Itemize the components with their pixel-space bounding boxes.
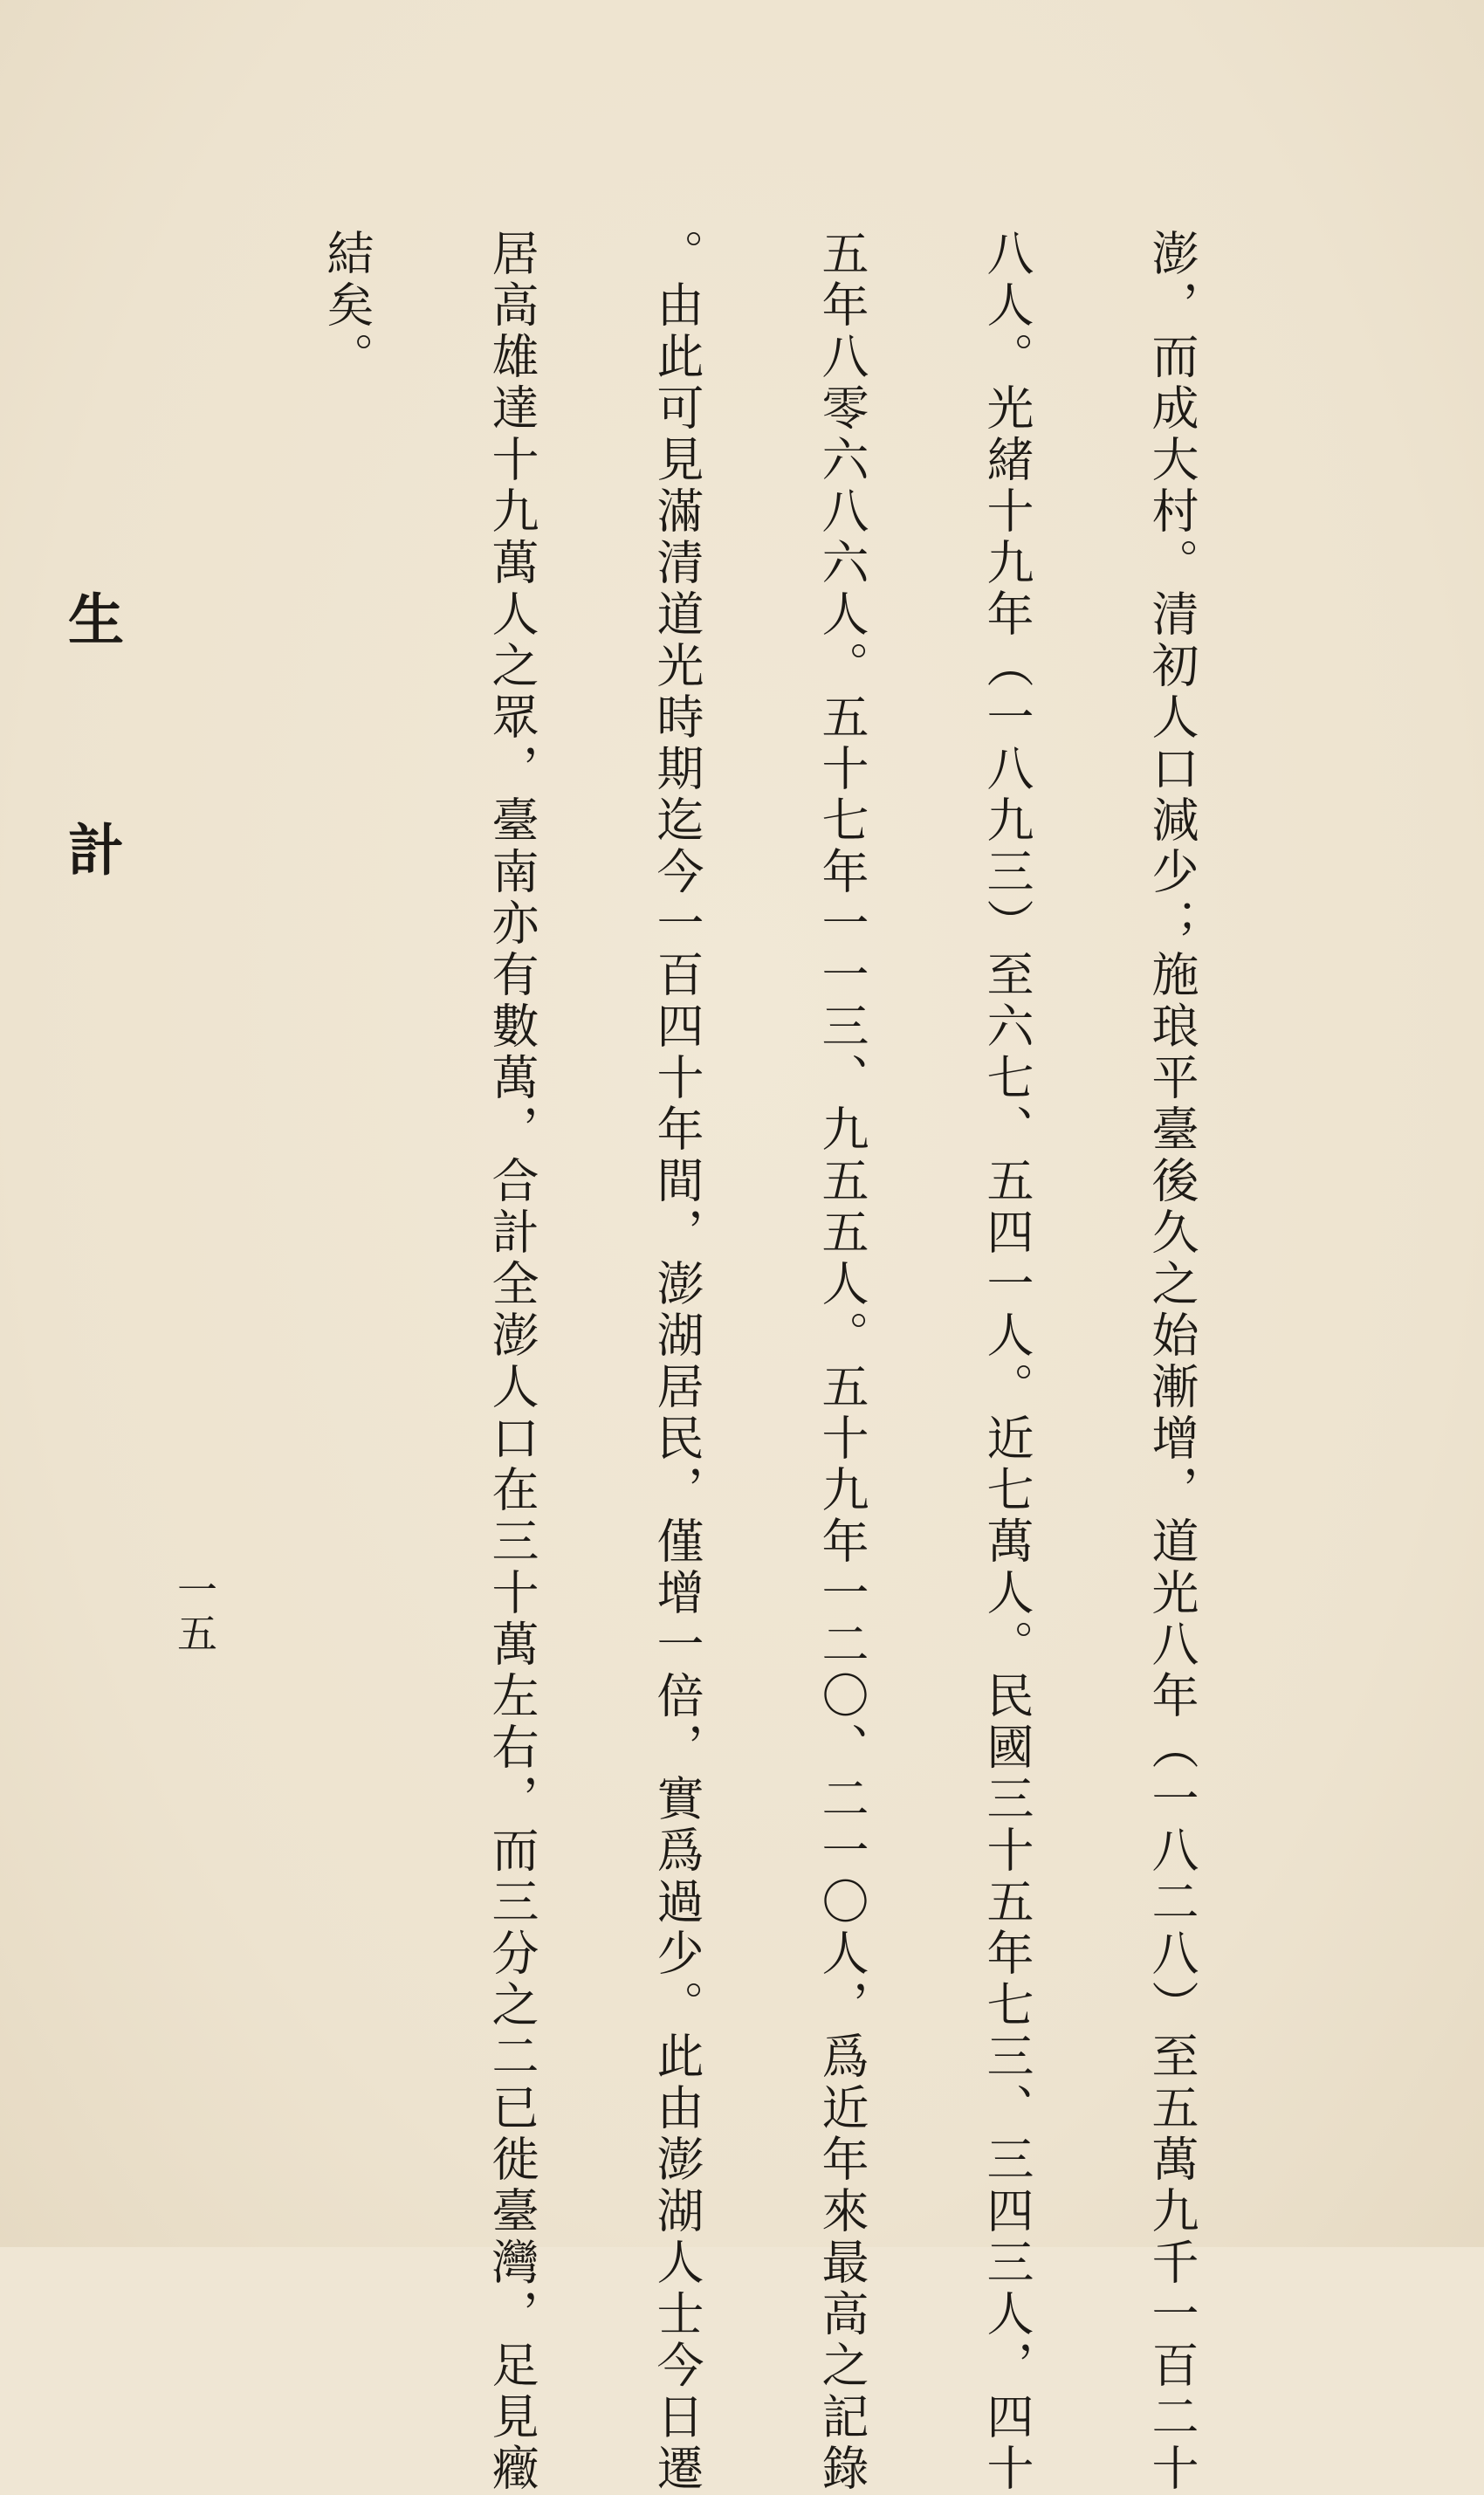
- intro-line-3: 五年八零六八六人。五十七年一一三、九五五人。五十九年一二〇、二一〇人，爲近年來最高之記錄: [814, 229, 869, 2495]
- intro-line-4: 。由此可見滿清道光時期迄今一百四十年間，澎湖居民，僅增一倍，實爲過少。此由澎湖人士今日遷: [649, 229, 704, 2495]
- intro-line-6: 結矣。: [319, 229, 374, 383]
- main-text: [0, 229, 1309, 2495]
- intro-line-5: 居高雄達十九萬人之眾，臺南亦有數萬，合計全澎人口在三十萬左右，而三分之二已徙臺灣，足見癥: [484, 229, 539, 2495]
- page-number: 一五: [171, 1569, 218, 1656]
- intro-line-1: 澎，而成大村。清初人口減少；施琅平臺後久之始漸增，道光八年（一八二八）至五萬九千一百二十: [1144, 229, 1199, 2495]
- intro-line-2: 八人。光緒十九年（一八九三）至六七、五四一人。近七萬人。民國三十五年七三、三四三人，四十: [979, 229, 1034, 2495]
- section-heading: 生計: [58, 590, 124, 1051]
